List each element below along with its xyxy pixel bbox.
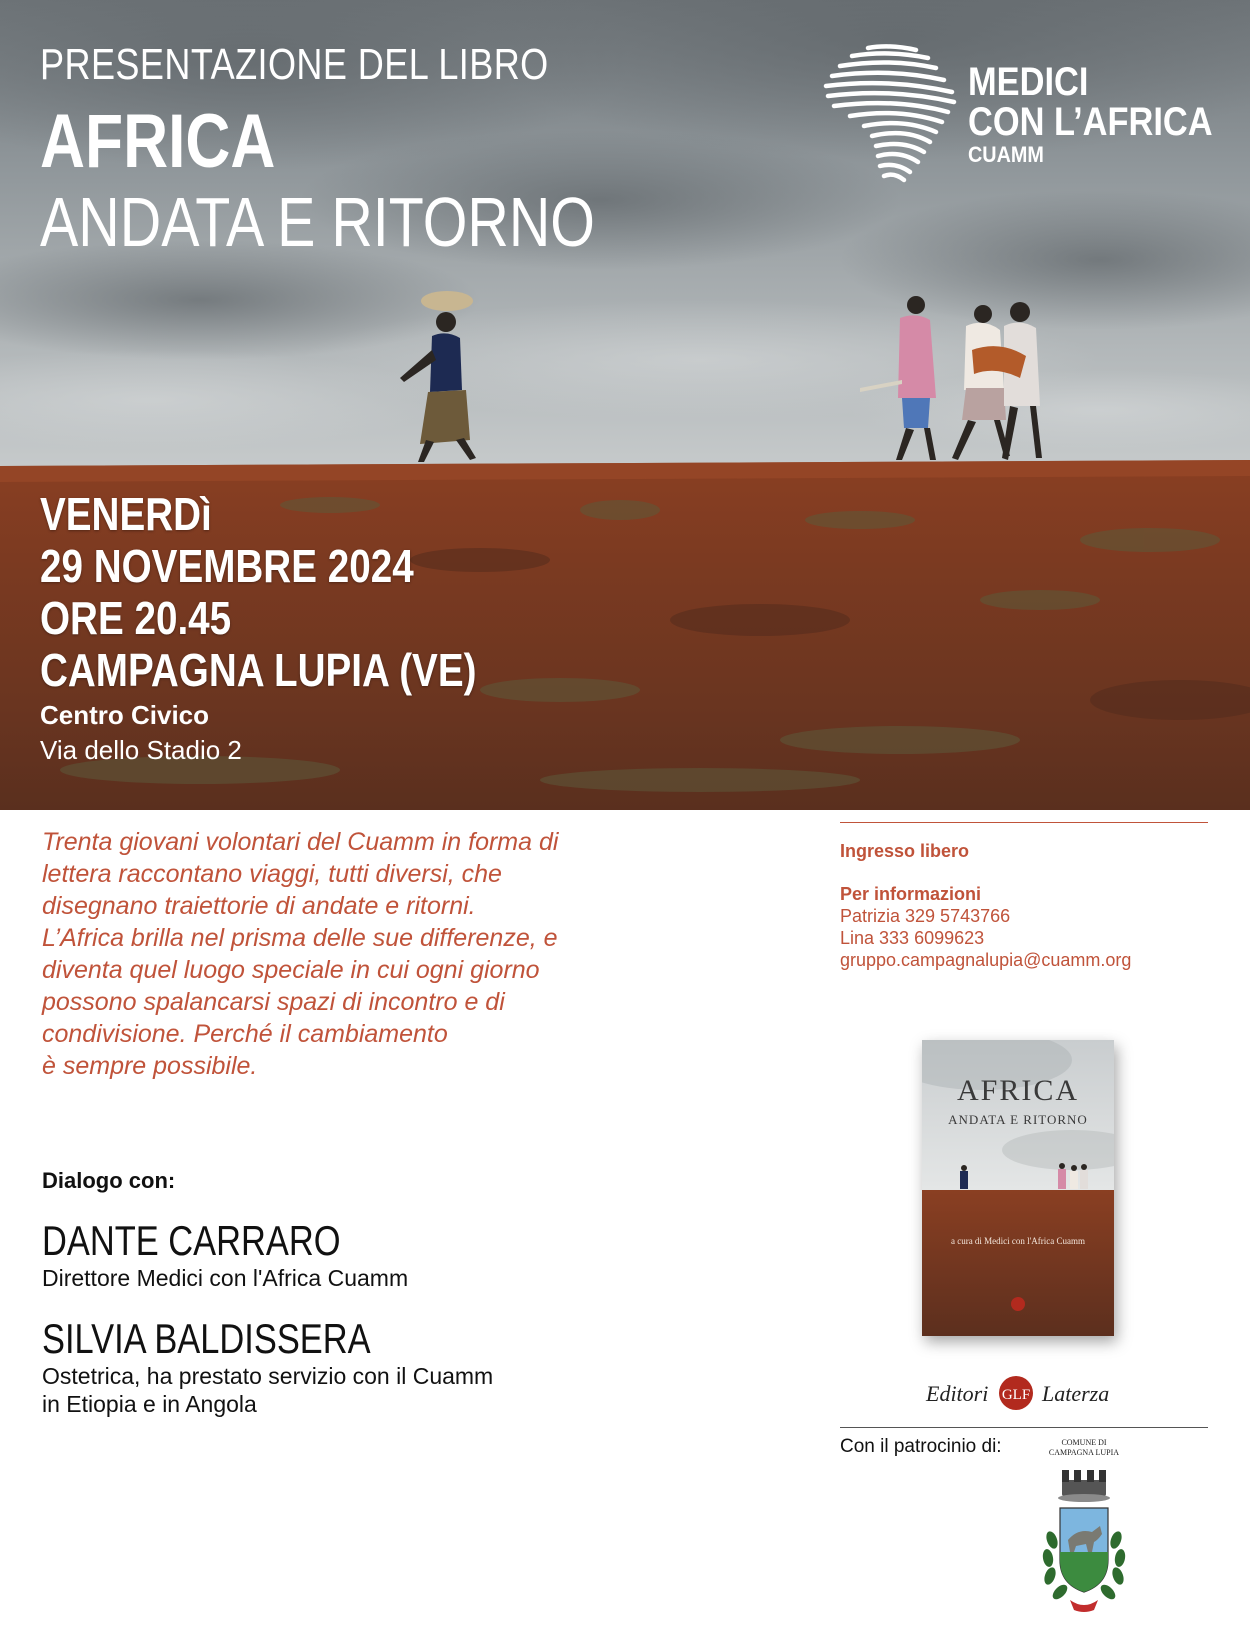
publisher-logo [922,1375,1162,1415]
speaker-silvia-baldissera [42,1316,493,1418]
publisher-mark-icon [1011,1297,1025,1311]
logo-line-con-lafrica: CON L’AFRICA [968,100,1213,144]
info-panel [840,822,1208,971]
event-day: VENERDì [40,488,212,540]
patronage-label: Con il patrocinio di: [840,1436,1002,1457]
speaker-name: SILVIA BALDISSERA [42,1315,371,1362]
book-subtitle: ANDATA E RITORNO [40,183,595,261]
logo-line-medici: MEDICI [968,60,1089,104]
patronage-section [840,1427,1208,1458]
logo-line-cuamm: CUAMM [968,142,1044,167]
africa-map-icon [820,40,960,190]
book-cover-editor: a cura di Medici con l'Africa Cuamm [950,1236,1086,1246]
publisher-editori: Editori [926,1381,989,1406]
cuamm-logo [820,40,1220,190]
book-description [42,826,662,1082]
description-line: diventa quel luogo speciale in cui ogni giorno [42,956,540,984]
speaker-role: in Etiopia e in Angola [42,1391,257,1417]
book-title: AFRICA [40,99,276,184]
glf-logo-icon [998,1375,1034,1411]
description-line: condivisione. Perché il cambiamento [42,1020,448,1048]
contact-lina: Lina 333 6099623 [840,928,985,948]
book-presentation-kicker: PRESENTAZIONE DEL LIBRO [40,40,549,89]
speaker-role: Direttore Medici con l'Africa Cuamm [42,1265,409,1291]
crest-line-campagna-lupia: CAMPAGNA LUPIA [1048,1448,1120,1457]
event-address: Via dello Stadio 2 [40,735,242,765]
book-cover [922,1040,1114,1336]
event-city: CAMPAGNA LUPIA (VE) [40,644,477,696]
speaker-role: Ostetrica, ha prestato servizio con il Cuamm [42,1363,494,1389]
description-line: possono spalancarsi spazi di incontro e di [42,988,505,1016]
description-line: lettera raccontano viaggi, tutti diversi, che [42,860,502,888]
free-entry-label: Ingresso libero [840,841,970,861]
coat-of-arms-icon [1028,1460,1140,1640]
description-line: è sempre possibile. [42,1052,258,1080]
crest-line-comune: COMUNE DI [1061,1438,1107,1447]
speaker-dante-carraro [42,1218,408,1292]
event-venue: Centro Civico [40,700,210,730]
contact-email-link[interactable]: gruppo.campagnalupia@cuamm.org [840,950,1132,970]
description-line: Trenta giovani volontari del Cuamm in forma di [42,828,559,856]
description-line: L’Africa brilla nel prisma delle sue differenze, e [42,924,558,952]
publisher-laterza: Laterza [1042,1381,1110,1406]
book-cover-title: AFRICA [956,1074,1080,1107]
dialog-label: Dialogo con: [42,1168,176,1193]
speaker-name: DANTE CARRARO [42,1217,341,1264]
contact-patrizia: Patrizia 329 5743766 [840,906,1011,926]
event-date: 29 NOVEMBRE 2024 [40,540,414,592]
book-cover-subtitle: ANDATA E RITORNO [948,1112,1088,1127]
svg-text:GLF: GLF [1001,1387,1031,1403]
description-line: disegnano traiettorie di andate e ritorni. [42,892,476,920]
contact-label: Per informazioni [840,884,982,904]
campagna-lupia-crest [1028,1438,1140,1638]
hero-photo [0,0,1250,810]
event-details [40,488,560,766]
event-time: ORE 20.45 [40,592,232,644]
